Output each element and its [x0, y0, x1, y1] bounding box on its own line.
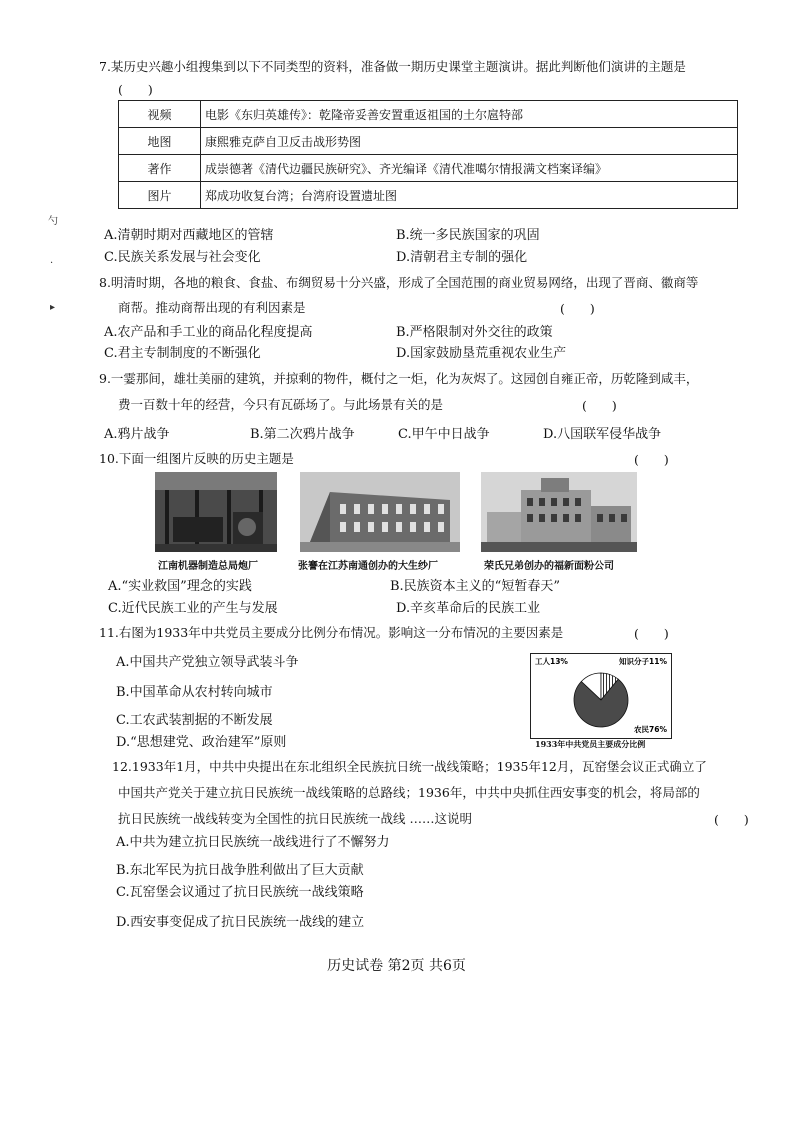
party-composition-pie-chart: [531, 654, 671, 738]
q10-option-b[interactable]: B.民族资本主义的“短暂春天”: [390, 579, 560, 594]
pie-label-2: 农民76%: [634, 725, 667, 734]
factory-interior-photo: [155, 472, 277, 552]
q10-option-c[interactable]: C.近代民族工业的产生与发展: [108, 601, 278, 616]
table-value: 成崇德著《清代边疆民族研究》、齐光编译《清代准噶尔情报满文档案译编》: [201, 155, 738, 182]
q7-option-c[interactable]: C.民族关系发展与社会变化: [104, 250, 261, 265]
table-value: 电影《东归英雄传》：乾隆帝妥善安置重返祖国的土尔扈特部: [201, 101, 738, 128]
q11-option-a[interactable]: A.中国共产党独立领导武装斗争: [116, 655, 299, 670]
q7-option-b[interactable]: B.统一多民族国家的巩固: [396, 228, 540, 243]
q11-option-c[interactable]: C.工农武装割据的不断发展: [116, 713, 273, 728]
q9-option-d[interactable]: D.八国联军侵华战争: [543, 427, 662, 442]
q7-answer-paren: ( ): [118, 82, 153, 97]
q12-stem-line3: 抗日民族统一战线转变为全国性的抗日民族统一战线 ……这说明: [118, 811, 472, 826]
q10-stem: 10.下面一组图片反映的历史主题是: [99, 451, 294, 466]
q12-option-c[interactable]: C.瓦窑堡会议通过了抗日民族统一战线策略: [116, 885, 364, 900]
q11-option-d[interactable]: D.“思想建党、政治建军”原则: [116, 735, 287, 750]
margin-mark: ▸: [50, 302, 56, 313]
photo-caption: 江南机器制造总局炮厂: [158, 561, 258, 572]
table-value: 康熙雅克萨自卫反击战形势图: [201, 128, 738, 155]
q7-option-d[interactable]: D.清朝君主专制的强化: [396, 250, 528, 265]
q8-option-c[interactable]: C.君主专制制度的不断强化: [104, 346, 261, 361]
table-key: 著作: [119, 155, 201, 182]
pie-chart-frame: [530, 653, 672, 739]
q7-source-table: [118, 100, 738, 209]
q10-option-a[interactable]: A.“实业救国”理念的实践: [108, 579, 252, 594]
chart-caption: 1933年中共党员主要成分比例: [535, 739, 646, 749]
q8-option-a[interactable]: A.农产品和手工业的商品化程度提高: [104, 325, 313, 340]
q12-option-d[interactable]: D.西安事变促成了抗日民族统一战线的建立: [116, 915, 365, 930]
q8-answer-paren: ( ): [560, 301, 595, 316]
table-key: 地图: [119, 128, 201, 155]
table-row: [119, 155, 738, 182]
q9-answer-paren: ( ): [582, 398, 617, 413]
q10-answer-paren: ( ): [634, 452, 669, 467]
q11-stem: 11.右图为1933年中共党员主要成分比例分布情况。影响这一分布情况的主要因素是: [99, 625, 564, 640]
margin-mark: 勺: [48, 216, 58, 227]
table-row: [119, 128, 738, 155]
table-row: [119, 182, 738, 209]
q9-stem-line1: 9.一霎那间，雄壮美丽的建筑，并掠剩的物件，概付之一炬，化为灰烬了。这园创自雍正帝，历乾隆到咸丰，: [99, 371, 699, 386]
q8-stem-line2: 商帮。推动商帮出现的有利因素是: [118, 300, 306, 315]
q12-option-b[interactable]: B.东北军民为抗日战争胜利做出了巨大贡献: [116, 863, 364, 878]
q8-stem-line1: 8.明清时期，各地的粮食、食盐、布绸贸易十分兴盛，形成了全国范围的商业贸易网络，出现了晋商、徽商等: [99, 275, 699, 290]
q8-option-d[interactable]: D.国家鼓励垦荒重视农业生产: [396, 346, 567, 361]
textile-mill-photo: [300, 472, 460, 552]
table-key: 图片: [119, 182, 201, 209]
q12-option-a[interactable]: A.中共为建立抗日民族统一战线进行了不懈努力: [116, 835, 390, 850]
pie-label-1: 知识分子11%: [619, 657, 667, 666]
q12-answer-paren: ( ): [714, 812, 749, 827]
q7-option-a[interactable]: A.清朝时期对西藏地区的管辖: [104, 228, 274, 243]
table-row: [119, 101, 738, 128]
q9-option-a[interactable]: A.鸦片战争: [104, 427, 170, 442]
flour-mill-photo: [481, 472, 637, 552]
q9-option-b[interactable]: B.第二次鸦片战争: [250, 427, 355, 442]
q9-stem-line2: 费一百数十年的经营，今只有瓦砾场了。与此场景有关的是: [118, 397, 444, 412]
q9-option-c[interactable]: C.甲午中日战争: [398, 427, 490, 442]
table-key: 视频: [119, 101, 201, 128]
photo-caption: 张謇在江苏南通创办的大生纱厂: [298, 561, 438, 572]
table-value: 郑成功收复台湾；台湾府设置遗址图: [201, 182, 738, 209]
q10-option-d[interactable]: D.辛亥革命后的民族工业: [396, 601, 541, 616]
photo-caption: 荣氏兄弟创办的福新面粉公司: [484, 561, 614, 572]
q11-option-b[interactable]: B.中国革命从农村转向城市: [116, 685, 273, 700]
q8-option-b[interactable]: B.严格限制对外交往的政策: [396, 325, 553, 340]
page-footer: 历史试卷 第2页 共6页: [327, 958, 466, 974]
q11-answer-paren: ( ): [634, 626, 669, 641]
q7-stem: 7.某历史兴趣小组搜集到以下不同类型的资料，准备做一期历史课堂主题演讲。据此判断他们演讲的主题是: [99, 59, 686, 74]
pie-label-0: 工人13%: [535, 657, 568, 666]
q12-stem-line1: 12.1933年1月，中共中央提出在东北组织全民族抗日统一战线策略；1935年12月，瓦窑堡会议正式确立了: [112, 759, 707, 774]
q12-stem-line2: 中国共产党关于建立抗日民族统一战线策略的总路线；1936年，中共中央抓住西安事变的机会，将局部的: [118, 785, 700, 800]
margin-mark: ·: [50, 258, 54, 269]
